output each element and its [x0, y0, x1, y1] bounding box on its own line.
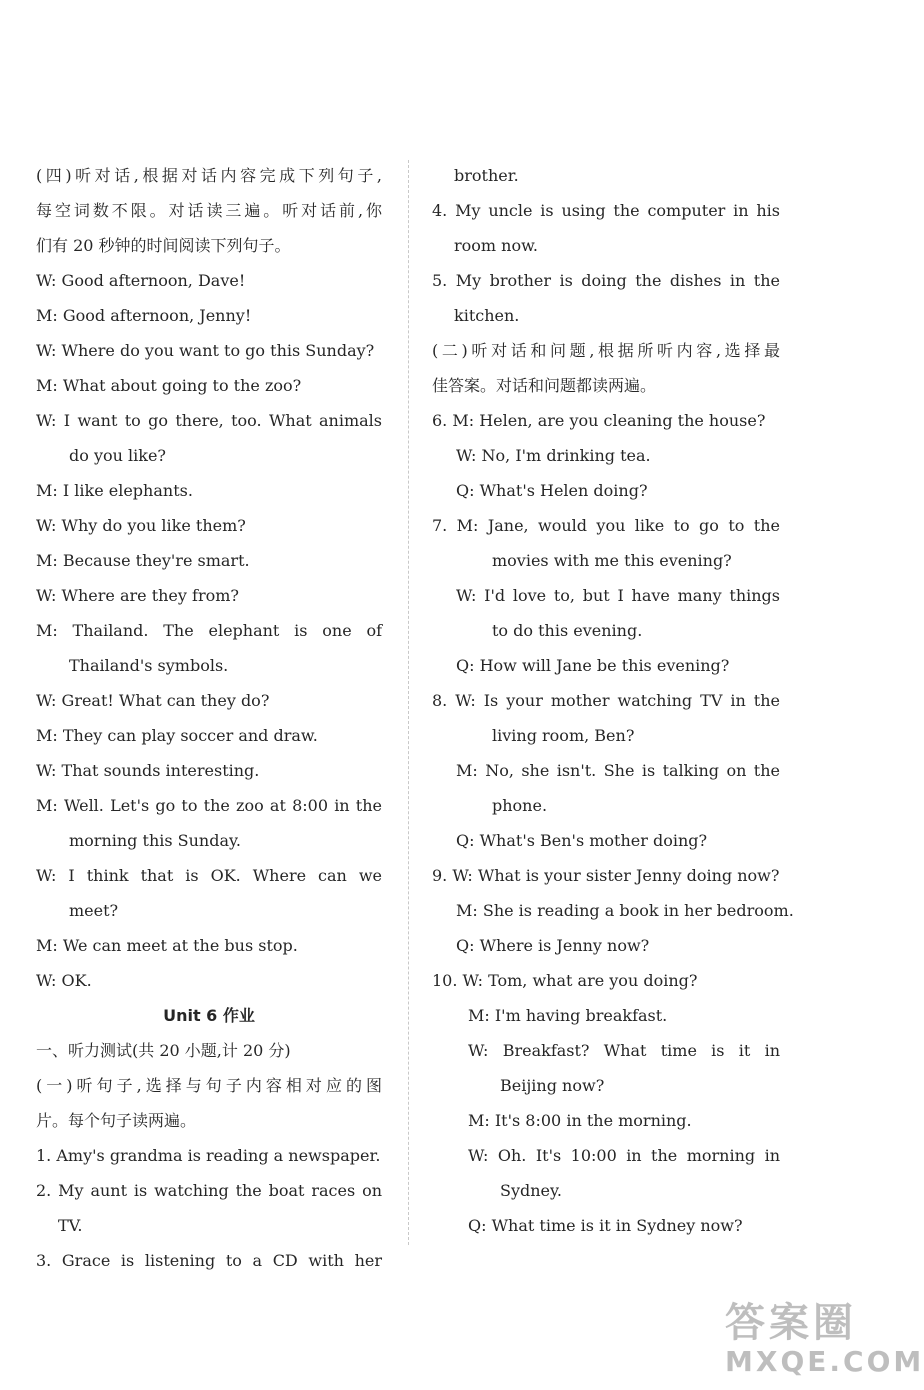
- right-text-line: to do this evening.: [492, 621, 643, 640]
- right-text-line: W: No, I'm drinking tea.: [456, 446, 651, 465]
- right-text-line: 5. My brother is doing the dishes in the: [432, 271, 780, 290]
- left-text-line: M: Good afternoon, Jenny!: [36, 306, 252, 325]
- left-text-line: M: Thailand. The elephant is one of: [36, 621, 382, 640]
- left-text-line: W: OK.: [36, 971, 92, 990]
- right-text-line: 8. W: Is your mother watching TV in the: [432, 691, 780, 710]
- left-text-line: morning this Sunday.: [69, 831, 242, 850]
- left-text-line: W: Where do you want to go this Sunday?: [36, 341, 375, 360]
- right-text-line: 6. M: Helen, are you cleaning the house?: [432, 411, 766, 430]
- right-text-line: M: She is reading a book in her bedroom.: [456, 901, 794, 920]
- watermark-logo: [725, 1300, 924, 1385]
- left-text-line: M: Well. Let's go to the zoo at 8:00 in the: [36, 796, 382, 815]
- left-text-line: W: Good afternoon, Dave!: [36, 271, 246, 290]
- right-text-line: W: Oh. It's 10:00 in the morning in: [468, 1146, 780, 1165]
- left-text-line: M: Because they're smart.: [36, 551, 250, 570]
- left-text-line: M: We can meet at the bus stop.: [36, 936, 298, 955]
- right-text-line: Q: What's Helen doing?: [456, 481, 648, 500]
- left-text-line: M: I like elephants.: [36, 481, 193, 500]
- right-text-line: (二)听对话和问题,根据所听内容,选择最: [432, 341, 780, 360]
- right-text-line: 10. W: Tom, what are you doing?: [432, 971, 698, 990]
- right-text-line: phone.: [492, 796, 548, 815]
- left-text-line: TV.: [58, 1216, 83, 1235]
- left-text-line: W: I think that is OK. Where can we: [36, 866, 382, 885]
- left-text-line: meet?: [69, 901, 119, 920]
- left-text-line: W: That sounds interesting.: [36, 761, 260, 780]
- left-text-line: W: Great! What can they do?: [36, 691, 270, 710]
- right-column: [432, 158, 794, 1243]
- right-text-line: W: I'd love to, but I have many things: [456, 586, 780, 605]
- left-text-line: 1. Amy's grandma is reading a newspaper.: [36, 1146, 381, 1165]
- left-text-line: Unit 6 作业: [163, 1006, 255, 1025]
- right-text-line: room now.: [454, 236, 538, 255]
- left-text-line: 片。每个句子读两遍。: [36, 1111, 197, 1130]
- left-text-line: Thailand's symbols.: [69, 656, 229, 675]
- right-text-line: W: Breakfast? What time is it in: [468, 1041, 780, 1060]
- left-text-line: W: Where are they from?: [36, 586, 239, 605]
- right-text-line: 7. M: Jane, would you like to go to the: [432, 516, 780, 535]
- right-text-line: Q: How will Jane be this evening?: [456, 656, 730, 675]
- right-text-line: 9. W: What is your sister Jenny doing now?: [432, 866, 780, 885]
- left-text-line: W: Why do you like them?: [36, 516, 246, 535]
- left-text-line: M: What about going to the zoo?: [36, 376, 302, 395]
- right-text-line: movies with me this evening?: [492, 551, 732, 570]
- left-text-line: 们有 20 秒钟的时间阅读下列句子。: [36, 236, 291, 255]
- right-text-line: Sydney.: [500, 1181, 563, 1200]
- left-text-line: 2. My aunt is watching the boat races on: [36, 1181, 382, 1200]
- right-text-line: M: No, she isn't. She is talking on the: [456, 761, 780, 780]
- left-text-line: do you like?: [69, 446, 166, 465]
- right-text-line: Q: Where is Jenny now?: [456, 936, 650, 955]
- right-text-line: Q: What time is it in Sydney now?: [468, 1216, 743, 1235]
- left-text-line: 每空词数不限。对话读三遍。听对话前,你: [36, 201, 382, 220]
- right-text-line: brother.: [454, 166, 519, 185]
- left-text-line: 3. Grace is listening to a CD with her: [36, 1251, 382, 1270]
- left-text-line: (四)听对话,根据对话内容完成下列句子,: [36, 166, 382, 185]
- watermark-bottom-text: MXQE.COM: [725, 1345, 924, 1378]
- left-text-line: (一)听句子,选择与句子内容相对应的图: [36, 1076, 382, 1095]
- right-text-line: kitchen.: [454, 306, 520, 325]
- left-text-line: 一、听力测试(共 20 小题,计 20 分): [36, 1041, 291, 1060]
- right-text-line: living room, Ben?: [492, 726, 635, 745]
- right-text-line: 佳答案。对话和问题都读两遍。: [432, 376, 657, 395]
- right-text-line: M: It's 8:00 in the morning.: [468, 1111, 692, 1130]
- right-text-line: M: I'm having breakfast.: [468, 1006, 668, 1025]
- left-text-line: M: They can play soccer and draw.: [36, 726, 318, 745]
- right-text-line: Q: What's Ben's mother doing?: [456, 831, 708, 850]
- column-divider: [408, 160, 409, 1245]
- right-text-line: Beijing now?: [500, 1076, 605, 1095]
- right-text-line: 4. My uncle is using the computer in his: [432, 201, 780, 220]
- watermark-top-text: 答案圈: [725, 1300, 857, 1346]
- left-text-line: W: I want to go there, too. What animals: [36, 411, 382, 430]
- left-column: [36, 158, 382, 1278]
